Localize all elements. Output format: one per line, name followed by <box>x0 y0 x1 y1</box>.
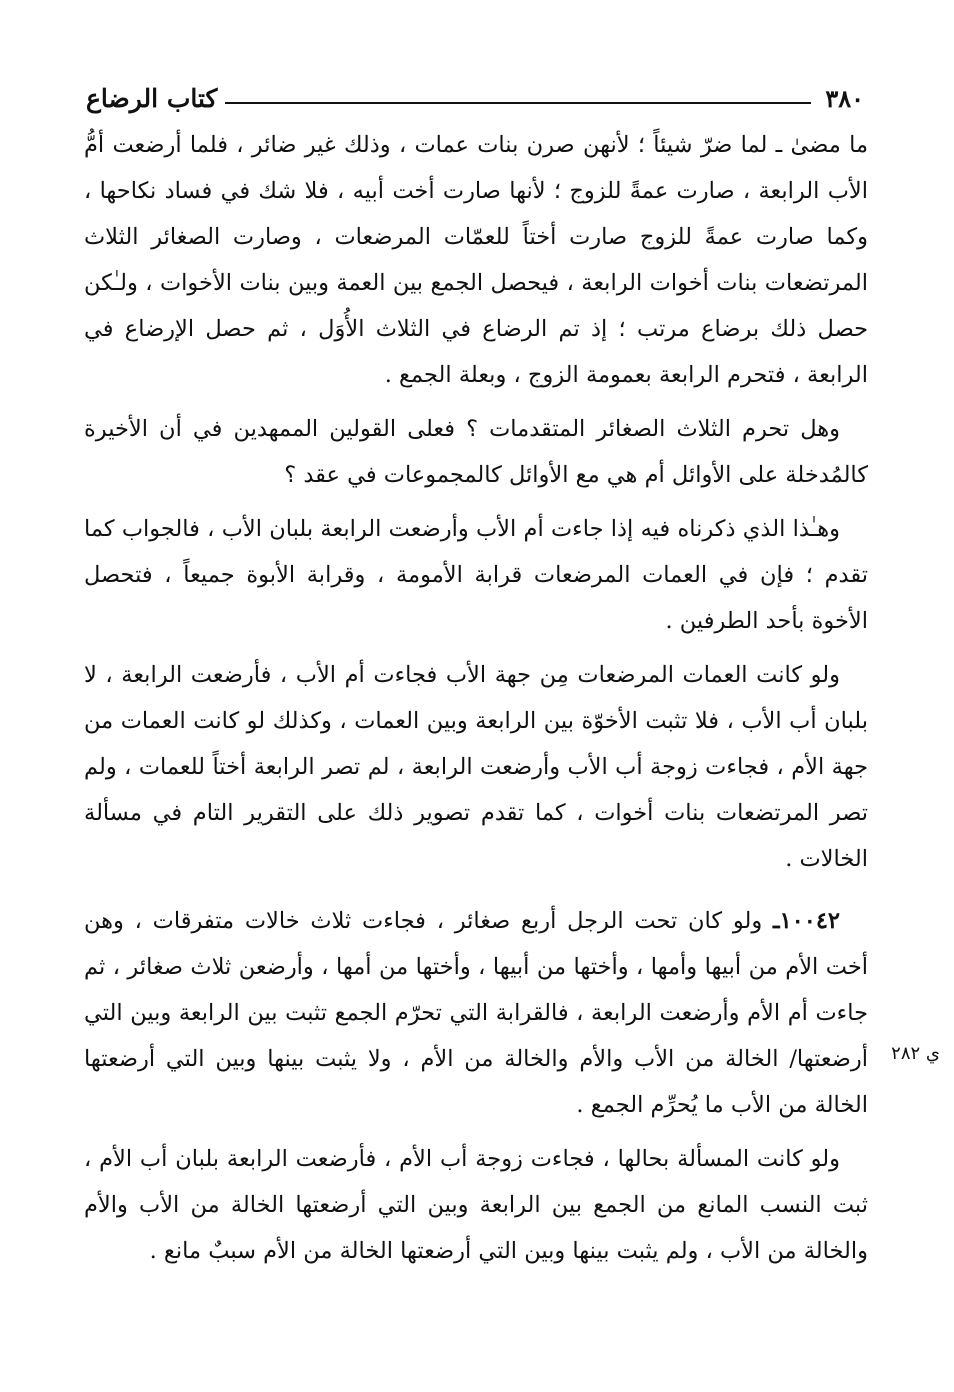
paragraph-final: ولو كانت المسألة بحالها ، فجاءت زوجة أب الأم ، فأرضعت الرابعة بلبان أب الأم ، ثبت النسب المانع من الجمع بين الرابعة وبين التي أرضعتها الخالة من الأب والأم والخالة من الأب ، ولم يثبت بينها وبين التي أرضعتها الخالة من الأم سببٌ مانع . <box>84 1146 868 1264</box>
header-rule <box>225 102 811 104</box>
paragraph-1: ما مضىٰ ـ لما ضرّ شيئاً ؛ لأنهن صرن بنات عمات ، وذلك غير ضائر ، فلما أرضعت أمُّ الأب الرابعة ، صارت عمةً للزوج ؛ لأنها صارت أخت أبيه ، فلا شك في فساد نكاحها ، وكما صارت عمةً للزوج صارت أختاً للعمّات المرضعات ، وصارت الصغائر الثلاث المرتضعات بنات أخوات الرابعة ، فيحصل الجمع بين العمة وبين بنات الأخوات ، ولـٰكن حصل ذلك برضاع مرتب ؛ إذ تم الرضاع في الثلاث الأُوَل ، ثم حصل الإرضاع في الرابعة ، فتحرم الرابعة بعمومة الزوج ، وبعلة الجمع . <box>84 132 868 388</box>
issue-number: ١٠٠٤٢ـ <box>772 908 841 934</box>
book-title: كتاب الرضاع <box>86 83 218 113</box>
issue-text: ولو كان تحت الرجل أربع صغائر ، فجاءت ثلاث خالات متفرقات ، وهن أخت الأم من أبيها وأمها ، وأختها من أبيها ، وأختها من أمها ، وأرضعن ثلاث صغائر ، ثم جاءت أم الأم وأرضعت الرابعة ، فالقرابة التي تحرّم الجمع تثبت بين الرابعة وبين التي أرضعتها/ الخالة من الأب والأم والخالة من الأم ، ولا يثبت بينها وبين التي أرضعتها الخالة من الأب ما يُحرِّم الجمع . <box>84 908 868 1118</box>
body-text <box>84 122 868 1282</box>
margin-reference: ي ٢٨٢ <box>891 1043 940 1064</box>
paragraph-4: ولو كانت العمات المرضعات مِن جهة الأب فجاءت أم الأب ، فأرضعت الرابعة ، لا بلبان أب الأب ، فلا تثبت الأخوّة بين الرابعة وبين العمات ، وكذلك لو كانت العمات من جهة الأم ، فجاءت زوجة أب الأب وأرضعت الرابعة ، لم تصر الرابعة أختاً للعمات ، ولم تصر المرتضعات بنات أخوات ، كما تقدم تصوير ذلك على التقرير التام في مسألة الخالات . <box>84 662 868 872</box>
page-number: ٣٨٠ <box>825 83 864 113</box>
issue-paragraph <box>84 898 868 1128</box>
paragraph-3: وهـٰذا الذي ذكرناه فيه إذا جاءت أم الأب وأرضعت الرابعة بلبان الأب ، فالجواب كما تقدم ؛ فإن في العمات المرضعات قرابة الأمومة ، وقرابة الأبوة جميعاً ، فتحصل الأخوة بأحد الطرفين . <box>84 516 868 634</box>
page-header <box>86 78 864 118</box>
paragraph-2: وهل تحرم الثلاث الصغائر المتقدمات ؟ فعلى القولين الممهدين في أن الأخيرة كالمُدخلة على الأوائل أم هي مع الأوائل كالمجموعات في عقد ؟ <box>84 416 868 488</box>
